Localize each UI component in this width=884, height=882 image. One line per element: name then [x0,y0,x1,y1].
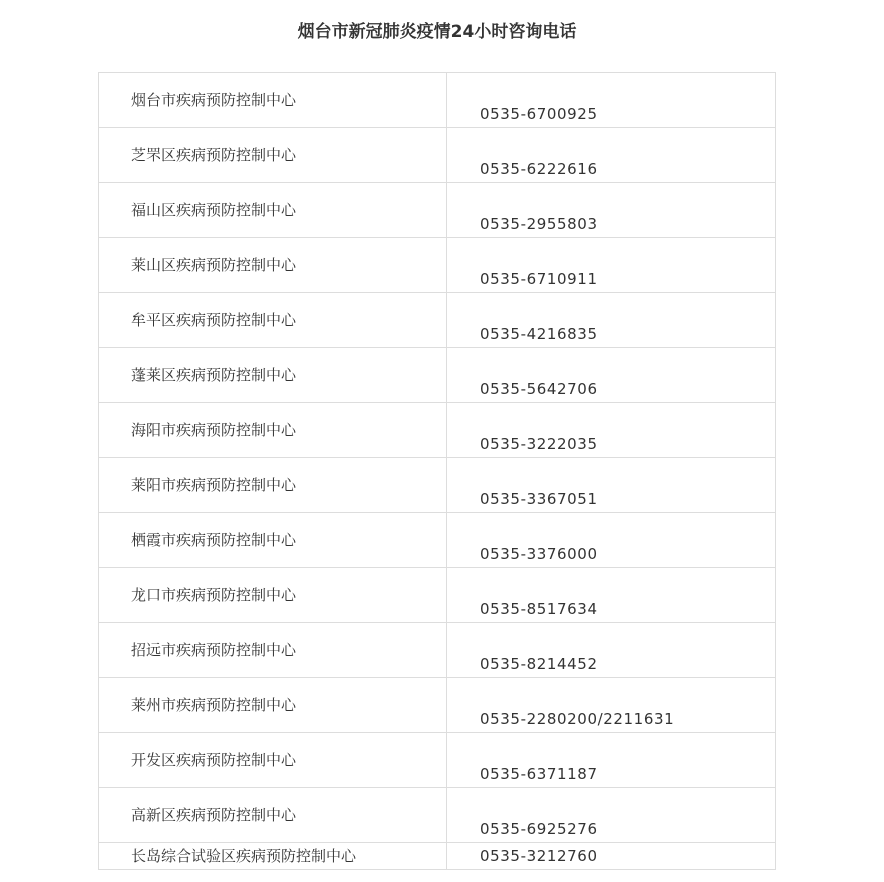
phone-cell [447,348,776,403]
phone-number: 0535-2955803 [480,215,598,233]
center-name: 栖霞市疾病预防控制中心 [131,531,297,549]
phone-cell [447,623,776,678]
phone-cell [447,843,776,870]
name-cell [99,568,447,623]
name-cell [99,403,447,458]
table-row [99,843,776,870]
table-row [99,348,776,403]
name-cell [99,623,447,678]
table-row [99,623,776,678]
center-name: 龙口市疾病预防控制中心 [131,586,297,604]
page-title: 烟台市新冠肺炎疫情24小时咨询电话 [297,22,577,42]
phone-cell [447,568,776,623]
name-cell [99,183,447,238]
phone-number: 0535-3376000 [480,545,598,563]
name-cell [99,238,447,293]
phone-number: 0535-8214452 [480,655,598,673]
center-name: 烟台市疾病预防控制中心 [131,91,297,109]
name-cell [99,788,447,843]
center-name: 莱山区疾病预防控制中心 [131,256,297,274]
phone-cell [447,73,776,128]
phone-number: 0535-6700925 [480,105,598,123]
phone-number: 0535-2280200/2211631 [480,710,675,728]
center-name: 招远市疾病预防控制中心 [131,641,297,659]
table-row [99,788,776,843]
name-cell [99,293,447,348]
center-name: 牟平区疾病预防控制中心 [131,311,297,329]
name-cell [99,678,447,733]
table-row [99,183,776,238]
name-cell [99,348,447,403]
name-cell [99,843,447,870]
table-row [99,128,776,183]
center-name: 开发区疾病预防控制中心 [131,751,297,769]
center-name: 福山区疾病预防控制中心 [131,201,297,219]
table-row [99,568,776,623]
table-row [99,293,776,348]
phone-cell [447,293,776,348]
phone-cell [447,513,776,568]
phone-number: 0535-3222035 [480,435,598,453]
table-row [99,733,776,788]
phone-number: 0535-5642706 [480,380,598,398]
center-name: 蓬莱区疾病预防控制中心 [131,366,297,384]
contact-table [98,72,776,870]
phone-number: 0535-4216835 [480,325,598,343]
phone-cell [447,788,776,843]
phone-number: 0535-8517634 [480,600,598,618]
phone-cell [447,678,776,733]
phone-number: 0535-3212760 [480,847,598,865]
table-row [99,678,776,733]
phone-cell [447,403,776,458]
phone-number: 0535-3367051 [480,490,598,508]
table-row [99,458,776,513]
table-row [99,73,776,128]
name-cell [99,458,447,513]
center-name: 莱阳市疾病预防控制中心 [131,476,297,494]
phone-number: 0535-6925276 [480,820,598,838]
phone-number: 0535-6710911 [480,270,598,288]
table-row [99,513,776,568]
phone-cell [447,238,776,293]
center-name: 长岛综合试验区疾病预防控制中心 [131,847,357,865]
table-row [99,403,776,458]
phone-number: 0535-6371187 [480,765,598,783]
center-name: 海阳市疾病预防控制中心 [131,421,297,439]
phone-cell [447,183,776,238]
phone-cell [447,733,776,788]
table-row [99,238,776,293]
center-name: 高新区疾病预防控制中心 [131,806,297,824]
name-cell [99,73,447,128]
phone-cell [447,458,776,513]
phone-number: 0535-6222616 [480,160,598,178]
center-name: 莱州市疾病预防控制中心 [131,696,297,714]
phone-cell [447,128,776,183]
center-name: 芝罘区疾病预防控制中心 [131,146,297,164]
name-cell [99,513,447,568]
name-cell [99,733,447,788]
name-cell [99,128,447,183]
